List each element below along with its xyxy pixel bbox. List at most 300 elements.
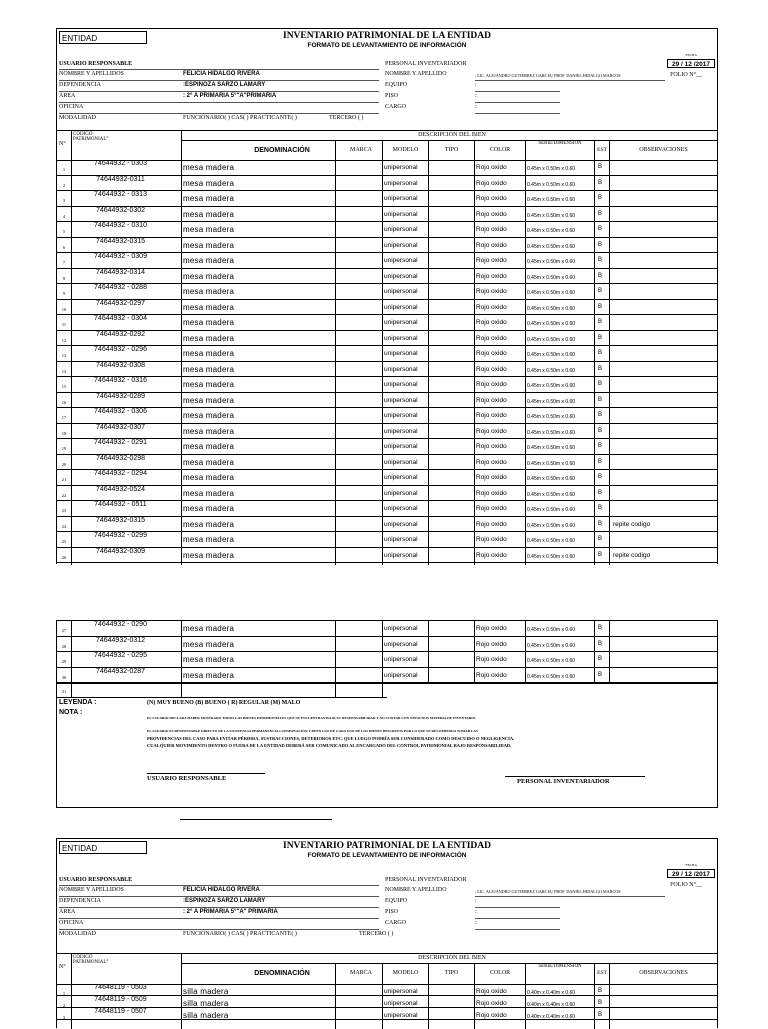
table-row — [57, 455, 717, 471]
modelo: unipersonal — [384, 365, 418, 373]
serie-dimension: 0.45m x 0.50m x 0.60 — [527, 259, 576, 265]
table-row — [57, 486, 717, 502]
col-denominacion: DENOMINACIÓN — [254, 147, 310, 154]
color: Rojo oxido — [476, 671, 507, 679]
codigo-patrimonial: 74644932-0314 — [95, 268, 146, 276]
table-row — [57, 393, 717, 409]
modelo: unipersonal — [384, 656, 418, 663]
dependencia-value: :ESPINOZA SARZO LAMARY — [183, 898, 266, 904]
area-label: ÁREA — [59, 93, 76, 99]
serie-dimension: 0.45m x 0.50m x 0.60 — [527, 538, 576, 544]
serie-dimension: 0.45m x 0.50m x 0.60 — [527, 367, 576, 374]
codigo-patrimonial: 74644932-0292 — [95, 330, 146, 338]
inventariador-value: : LIC. ALEJANDRO GUTIERREZ GARCIA/ PROF. DANIEL HIDALGO MARCOS — [475, 889, 621, 894]
serie-dimension: 0.45m x 0.50m x 0.60 — [527, 243, 576, 250]
row-number: 18 — [61, 430, 67, 436]
table-row — [57, 160, 717, 176]
denominacion: mesa madera — [183, 240, 235, 250]
color: Rojo oxido — [476, 334, 507, 342]
codigo-patrimonial: 74644932 - 0294 — [94, 470, 147, 477]
modelo: unipersonal — [384, 1000, 418, 1007]
denominacion: mesa madera — [183, 380, 235, 389]
col-observaciones: OBSERVACIONES — [639, 970, 688, 976]
table-row — [57, 253, 717, 269]
denominacion: mesa madera — [183, 395, 235, 405]
estado: B — [598, 226, 603, 232]
table-row — [57, 284, 717, 300]
personal-label: PERSONAL INVENTARIADOR — [385, 877, 467, 883]
col-descripcion: DESCRIPCIÓN DEL BIEN — [418, 132, 486, 138]
col-marca: MARCA — [349, 147, 372, 153]
serie-dimension: 0.45m x 0.50m x 0.60 — [527, 352, 576, 358]
nota-line-3: PROVIDENCIAS DEL CASO PARA EVITAR PÉRDIDA, SUSTRACCIONES, DETERIOROS ETC. QUE LUEGO PODRÍA SER CONSIDERADO COMO DESCUIDO O NEGLIGENCIA. — [147, 736, 515, 741]
serie-dimension: 0.45m x 0.50m x 0.60 — [527, 181, 576, 188]
piso-label: PISO — [385, 909, 399, 915]
color: Rojo oxido — [476, 427, 507, 435]
estado: B — [598, 319, 603, 325]
codigo-patrimonial: 74644932 - 0290 — [94, 621, 147, 628]
nombre-label: NOMBRE Y APELLIDOS — [59, 887, 124, 893]
modelo: unipersonal — [384, 303, 418, 311]
estado: B — [598, 458, 603, 465]
estado: B — [598, 365, 603, 372]
color: Rojo oxido — [476, 381, 507, 388]
area-value: : 2° A PRIMARIA 5°"A"PRIMARIA — [183, 93, 277, 99]
table-row — [57, 652, 717, 668]
serie-dimension: 0.45m x 0.50m x 0.60 — [527, 460, 576, 467]
estado: B — [598, 520, 603, 527]
codigo-patrimonial: 74644932 - 0288 — [94, 284, 147, 291]
estado: B — [598, 551, 603, 558]
inventariador-value: : LIC. ALEJANDRO GUTIERREZ GARCIA/ PROF. DANIEL HIDALGO MARCOS — [475, 73, 621, 78]
serie-dimension: 0.45m x 0.50m x 0.60 — [527, 507, 576, 513]
modelo: unipersonal — [384, 489, 418, 497]
nombre-label: NOMBRE Y APELLIDOS — [59, 71, 124, 77]
row-number: 10 — [61, 306, 67, 312]
table-row — [57, 548, 717, 564]
row-number: 26 — [61, 554, 67, 560]
row-number: 12 — [61, 337, 67, 343]
serie-dimension: 0.40m x 0.40m x 0.60 — [527, 1014, 576, 1020]
color: Rojo oxido — [476, 536, 507, 543]
color: Rojo oxido — [476, 551, 507, 559]
row-number: 17 — [61, 415, 67, 420]
estado: B — [598, 288, 603, 294]
modalidad-options: FUNCIONARIO( ) CAS( ) PRACTICANTE( ) — [183, 931, 297, 937]
modelo: unipersonal — [384, 520, 418, 528]
color: Rojo oxido — [476, 489, 507, 497]
estado: B — [598, 210, 603, 217]
denominacion: mesa madera — [183, 318, 235, 327]
tercero-option: TERCERO ( ) — [359, 931, 394, 937]
codigo-patrimonial: 74644932 - 0310 — [94, 222, 147, 229]
denominacion: mesa madera — [183, 178, 235, 188]
serie-dimension: 0.40m x 0.40m x 0.60 — [527, 990, 576, 996]
col-modelo: MODELO — [392, 970, 419, 976]
estado: B — [598, 272, 603, 279]
modelo: unipersonal — [384, 988, 418, 995]
col-tipo: TIPO — [444, 970, 459, 976]
modelo: unipersonal — [384, 226, 418, 233]
row-number: 22 — [61, 492, 67, 498]
cargo-label: CARGO — [385, 104, 407, 110]
serie-dimension: 0.45m x 0.50m x 0.60 — [527, 429, 576, 436]
serie-dimension: 0.45m x 0.50m x 0.60 — [527, 197, 576, 203]
table-row — [57, 377, 717, 393]
nota-line-2: EL USUARIO ES RESPONSABLE DIRECTO DE LA EXISTENCIA PERMANENCIA CONSERVACIÓN Y BUEN USO DE CADA UNO DE LOS BIENES DESCRITOS POR LO QUE SE RECOMIENDA TOMAR LAS — [147, 729, 478, 733]
modelo: unipersonal — [384, 640, 418, 648]
modelo: unipersonal — [384, 474, 418, 481]
color: Rojo oxido — [476, 988, 507, 995]
serie-dimension: 0.45m x 0.50m x 0.60 — [527, 166, 576, 172]
col-n: N° — [59, 141, 66, 147]
denominacion: mesa madera — [183, 349, 235, 358]
oficina-label: OFICINA — [59, 104, 84, 110]
folio-label: FOLIO N°__ — [670, 882, 702, 888]
col-serie: SERIE/DIMENSION — [538, 964, 582, 969]
modelo: unipersonal — [384, 412, 418, 419]
estado: B — [598, 257, 603, 263]
row-number: 8 — [62, 275, 66, 281]
table-row — [57, 300, 717, 316]
color: Rojo oxido — [476, 505, 507, 512]
denominacion: mesa madera — [183, 302, 235, 312]
table-body-1 — [57, 160, 717, 565]
serie-dimension: 0.45m x 0.50m x 0.60 — [527, 398, 576, 405]
inventory-sheet-2 — [56, 620, 718, 808]
row-number: 16 — [61, 399, 67, 405]
estado: B — [598, 1000, 603, 1006]
tercero-option: TERCERO ( ) — [329, 115, 364, 121]
estado: B — [598, 1012, 603, 1018]
table-row — [57, 207, 717, 223]
modelo: unipersonal — [384, 319, 418, 326]
denominacion: mesa madera — [183, 256, 235, 265]
denominacion: mesa madera — [183, 442, 235, 451]
serie-dimension: 0.45m x 0.50m x 0.60 — [527, 414, 576, 420]
estado: B — [598, 505, 603, 511]
codigo-patrimonial: 74644932-0311 — [96, 175, 145, 183]
estado: B — [598, 334, 603, 341]
color: Rojo oxido — [476, 365, 507, 373]
denominacion: mesa madera — [183, 504, 235, 513]
serie-dimension: 0.45m x 0.50m x 0.60 — [527, 627, 576, 633]
codigo-patrimonial: 74644932-0312 — [95, 636, 146, 644]
serie-dimension: 0.45m x 0.50m x 0.60 — [527, 305, 576, 312]
table-row — [57, 424, 717, 440]
table-row — [57, 501, 717, 517]
serie-dimension: 0.45m x 0.50m x 0.60 — [527, 491, 576, 498]
nota-line-4: CUALQUIER MOVIMIENTO DENTRO O FUERA DE LA ENTIDAD DEBERÁ SER COMUNICADO AL ENCARGADO DEL CONTROL PATRIMONIAL BAJO RESPONSABILIDAD. — [147, 743, 512, 748]
nombre-apellido-label: NOMBRE Y APELLIDO — [385, 71, 447, 77]
table-row — [57, 517, 717, 533]
table-row — [57, 984, 717, 996]
codigo-patrimonial: 74648119 - 0507 — [94, 1008, 147, 1015]
estado: B — [598, 350, 603, 356]
col-n: N° — [59, 964, 66, 970]
modelo: unipersonal — [384, 257, 418, 264]
modelo: unipersonal — [384, 381, 418, 388]
serie-dimension: 0.45m x 0.50m x 0.60 — [527, 274, 576, 281]
codigo-patrimonial: 74644932-0308 — [95, 361, 146, 369]
denominacion: mesa madera — [183, 364, 235, 374]
row-number: 20 — [61, 461, 67, 467]
row-number: 30 — [61, 674, 67, 680]
inventory-sheet-3: ENTIDAD INVENTARIO PATRIMONIAL DE LA ENTIDAD FORMATO DE LEVANTAMIENTO DE INFORMACIÓN FECHA 29 / 12 /2017 FOLIO N°__ USUARIO RESPONSABLE NOMBRE Y APELLIDOS FELICIA HIDALGO RIVERA DEPENDENCIA :ESPINOZA SARZO LAMARY ÁREA : 2° A PRIMARIA 5°"A" PRIMARIA OFICINA MODALIDAD FUNCIONARIO( ) CAS( ) PRACTICANTE( ) TERCERO ( ) PERSONAL INVENTARIADOR NOMBRE Y APELLIDO : LIC. ALEJANDRO GUTIERREZ GARCIA/ PROF. DANIEL HIDALGO MARCOS EQUIPO : PISO : CARGO : N° CÓDIGO PATRIMONIAL° DESCRIPCIÓN DEL BIEN DENOMINACIÓN MARCA MODELO TIPO COLOR SERIE/DIMENSION EST OBSERVACIONES 1 74648119 - 0503 silla madera unipersonal Rojo oxido 0.40m x 0.40m x 0.60 B 2 74648119 - 0509 silla madera unipersonal Rojo oxido 0.40m x 0.40m x 0.60 B 3 74648119 - 0507 silla madera unipersonal Rojo oxido 0.40m x 0.40m x 0.60 B — [56, 838, 718, 1028]
codigo-patrimonial: 74644932 - 0291 — [94, 439, 147, 446]
equipo-label: EQUIPO — [385, 82, 407, 88]
table-row — [57, 238, 717, 254]
modalidad-label: MODALIDAD — [59, 931, 96, 937]
denominacion: mesa madera — [183, 225, 235, 234]
denominacion: mesa madera — [183, 194, 235, 203]
codigo-patrimonial: 74644932 - 0295 — [94, 652, 147, 659]
estado: B — [598, 474, 603, 480]
row-number: 24 — [61, 523, 67, 529]
dependencia-label: DEPENDENCIA — [59, 898, 101, 904]
codigo-patrimonial: 74644932-0309 — [95, 547, 146, 555]
codigo-patrimonial: 74644932-0524 — [95, 485, 146, 493]
modelo: unipersonal — [384, 625, 418, 632]
modelo: unipersonal — [384, 241, 418, 249]
row-number: 5 — [62, 229, 66, 234]
estado: B — [598, 164, 603, 170]
sheet-title: INVENTARIO PATRIMONIAL DE LA ENTIDAD — [283, 31, 491, 41]
denominacion: mesa madera — [183, 519, 235, 529]
estado: B — [598, 489, 603, 496]
table-row — [57, 408, 717, 424]
modelo: unipersonal — [384, 551, 418, 559]
col-serie: SERIE/DIMENSION — [538, 141, 582, 146]
dependencia-label: DEPENDENCIA — [59, 82, 101, 88]
observaciones: repite codigo — [613, 551, 651, 559]
table-row — [57, 331, 717, 347]
col-observaciones: OBSERVACIONES — [639, 147, 688, 153]
denominacion: mesa madera — [183, 488, 235, 498]
color: Rojo oxido — [476, 520, 507, 528]
serie-dimension: 0.45m x 0.50m x 0.60 — [527, 212, 576, 219]
nota-line-1: EL USUARIO DECLARA HABER MOSTRADO TODOS LOS BIENES PATRIMONIALES QUE SE ENCUENTRAN BAJO SU RESPONSABILIDAD Y NO CONTAR CON NINGUNOS MATERIA DE INVENTARIO — [147, 716, 476, 720]
signature-personal: PERSONAL INVENTARIADOR — [517, 778, 610, 785]
row-number: 3 — [62, 198, 66, 203]
codigo-patrimonial: 74644932 - 0296 — [94, 346, 147, 353]
table-row — [57, 222, 717, 238]
codigo-patrimonial: 74644932 - 0316 — [94, 377, 147, 384]
row-number: 3 — [62, 1015, 66, 1020]
inventory-sheet-1: ENTIDAD INVENTARIO PATRIMONIAL DE LA ENTIDAD FORMATO DE LEVANTAMIENTO DE INFORMACIÓN FECHA 29 / 12 /2017 FOLIO N°__ USUARIO RESPONSABLE NOMBRE Y APELLIDOS FELICIA HIDALGO RIVERA DEPENDENCIA :ESPINOZA SARZO LAMARY ÁREA : 2° A PRIMARIA 5°"A"PRIMARIA OFICINA MODALIDAD FUNCIONARIO( ) CAS( ) PRACTICANTE( ) TERCERO ( ) PERSONAL INVENTARIADOR NOMBRE Y APELLIDO : LIC. ALEJANDRO GUTIERREZ GARCIA/ PROF. DANIEL HIDALGO MARCOS EQUIPO : PISO : CARGO : N° CÓDIGO PATRIMONIAL° DESCRIPCIÓN DEL BIEN DENOMINACIÓN MARCA MODELO TIPO COLOR SERIE/DIMENSION EST OBSERVACIONES 1 74644932 - 0303 mesa madera unipersonal Rojo oxido 0.45m x 0.50m x 0.60 B 2 74644932-0311 mesa madera unipersonal Rojo oxido 0.45m x 0.50m x 0.60 B 3 74644932 - 0313 mesa madera unipersonal Rojo oxido 0.45m x 0.50m x 0.60 B 4 74644932-0302 mesa madera unipersonal Rojo oxido 0.45m x 0.50m x 0.60 B 5 74644932 - 0310 mesa madera unipersonal Rojo oxido 0.45m x 0.50m x 0.60 B 6 74644932-0315 mesa madera unipersonal Rojo oxido 0.45m x 0.50m x 0.60 B 7 74644932 - 0309 mesa madera unipersonal Rojo oxido 0.45m x 0.50m x 0.60 B 8 74644932-0314 mesa madera unipersonal Rojo oxido 0.45m x 0.50m x 0.60 B 9 74644932 - 0288 mesa madera unipersonal Rojo oxido 0.45m x 0.50m x 0.60 B 10 74644932-0297 mesa madera unipersonal Rojo oxido 0.45m x 0.50m x 0.60 B 11 74644932 - 0304 mesa madera unipersonal Rojo oxido 0.45m x 0.50m x 0.60 B 12 74644932-0292 mesa madera unipersonal Rojo oxido 0.45m x 0.50m x 0.60 B 13 74644932 - 0296 mesa madera unipersonal Rojo oxido 0.45m x 0.50m x 0.60 B 14 74644932-0308 mesa madera unipersonal Rojo oxido 0.45m x 0.50m x 0.60 B 15 74644932 - 0316 mesa madera unipersonal Rojo oxido 0.45m x 0.50m x 0.60 B 16 74644932-0289 mesa madera unipersonal Rojo oxido 0.45m x 0.50m x 0.60 B 17 74644932 - 0306 mesa madera unipersonal Rojo oxido 0.45m x 0.50m x 0.60 B 18 74644932-0307 mesa madera unipersonal Rojo oxido 0.45m x 0.50m x 0.60 B 19 74644932 - 0291 mesa madera unipersonal Rojo oxido 0.45m x 0.50m x 0.60 B 20 74644932-0298 mesa madera unipersonal Rojo oxido 0.45m x 0.50m x 0.60 B 21 74644932 - 0294 mesa madera unipersonal Rojo oxido 0.45m x 0.50m x 0.60 B 22 74644932-0524 mesa madera unipersonal Rojo oxido 0.45m x 0.50m x 0.60 B 23 74644932 - 0511 mesa madera unipersonal Rojo oxido 0.45m x 0.50m x 0.60 B 24 74644932-0315 mesa madera unipersonal Rojo oxido 0.45m x 0.50m x 0.60 B repite codigo 25 74644932 - 0299 mesa madera unipersonal Rojo oxido 0.45m x 0.50m x 0.60 B 26 74644932-0309 mesa madera unipersonal Rojo oxido 0.45m x 0.50m x 0.60 B repite codigo — [56, 28, 718, 564]
color: Rojo oxido — [476, 288, 507, 295]
col-color: COLOR — [489, 147, 511, 153]
estado: B — [598, 536, 603, 542]
color: Rojo oxido — [476, 656, 507, 663]
table-row — [57, 191, 717, 207]
estado: B — [598, 427, 603, 434]
denominacion: silla madera — [183, 1011, 229, 1020]
fecha-value: 29 / 12 /2017 — [667, 59, 715, 68]
sheet-subtitle: FORMATO DE LEVANTAMIENTO DE INFORMACIÓN — [307, 852, 467, 859]
color: Rojo oxido — [476, 443, 507, 450]
estado: B — [598, 443, 603, 449]
table-row — [57, 439, 717, 455]
entidad-box: ENTIDAD — [59, 31, 147, 44]
denominacion: mesa madera — [183, 639, 235, 649]
leyenda-label: LEYENDA : — [59, 699, 97, 706]
denominacion: mesa madera — [183, 535, 235, 544]
piso-label: PISO — [385, 93, 399, 99]
row-number: 1 — [62, 167, 66, 172]
modelo: unipersonal — [384, 179, 418, 187]
codigo-patrimonial: 74644932-0289 — [95, 392, 146, 400]
serie-dimension: 0.45m x 0.50m x 0.60 — [527, 445, 576, 451]
color: Rojo oxido — [476, 257, 507, 264]
serie-dimension: 0.45m x 0.50m x 0.60 — [527, 290, 576, 296]
nombre-apellido-label: NOMBRE Y APELLIDO — [385, 887, 447, 893]
entidad-box: ENTIDAD — [59, 841, 147, 854]
row-number: 28 — [61, 643, 67, 649]
modelo: unipersonal — [384, 350, 418, 357]
table-body-3 — [57, 984, 717, 1029]
modelo: unipersonal — [384, 671, 418, 679]
serie-dimension: 0.45m x 0.50m x 0.60 — [527, 553, 576, 560]
denominacion: mesa madera — [183, 457, 235, 467]
modelo: unipersonal — [384, 536, 418, 543]
area-label: ÁREA — [59, 909, 76, 915]
usuario-label: USUARIO RESPONSABLE — [59, 61, 133, 67]
equipo-label: EQUIPO — [385, 898, 407, 904]
table-row — [57, 362, 717, 378]
table-row — [57, 176, 717, 192]
fecha-label: FECHA — [685, 53, 697, 57]
codigo-patrimonial: 74644932 - 0299 — [94, 532, 147, 539]
table-row — [57, 1008, 717, 1020]
row-number: 2 — [62, 182, 66, 188]
fecha-label: FECHA — [685, 863, 697, 867]
color: Rojo oxido — [476, 458, 507, 466]
serie-dimension: 0.45m x 0.50m x 0.60 — [527, 522, 576, 529]
modelo: unipersonal — [384, 334, 418, 342]
codigo-patrimonial: 74644932-0315 — [95, 237, 146, 245]
table-row — [57, 470, 717, 486]
codigo-patrimonial: 74648119 - 0503 — [94, 984, 147, 991]
usuario-label: USUARIO RESPONSABLE — [59, 877, 133, 883]
leyenda-text: (N) MUY BUENO (B) BUENO ( R) REGULAR (M) MALO — [147, 700, 301, 706]
row-number: 14 — [61, 368, 67, 374]
col-est: EST — [597, 970, 607, 976]
table-row — [57, 621, 717, 637]
col-modelo: MODELO — [392, 147, 419, 153]
color: Rojo oxido — [476, 210, 507, 218]
nombre-value: FELICIA HIDALGO RIVERA — [183, 71, 260, 77]
col-tipo: TIPO — [444, 147, 459, 153]
color: Rojo oxido — [476, 1000, 507, 1007]
codigo-patrimonial: 74644932 - 0309 — [94, 253, 147, 260]
serie-dimension: 0.45m x 0.50m x 0.60 — [527, 383, 576, 389]
denominacion: silla madera — [183, 987, 229, 996]
codigo-patrimonial: 74644932-0315 — [95, 516, 146, 524]
page-divider — [180, 819, 332, 820]
codigo-patrimonial: 74644932-0307 — [95, 423, 146, 431]
denominacion: silla madera — [183, 999, 229, 1008]
modelo: unipersonal — [384, 505, 418, 512]
denominacion: mesa madera — [183, 271, 235, 281]
color: Rojo oxido — [476, 319, 507, 326]
row-number: 2 — [62, 1003, 66, 1008]
modalidad-options: FUNCIONARIO( ) CAS( ) PRACTICANTE( ) — [183, 115, 297, 121]
col-codigo: CÓDIGO PATRIMONIAL° — [73, 132, 109, 142]
col-marca: MARCA — [349, 970, 372, 976]
table-row — [57, 532, 717, 548]
row-number: 7 — [62, 260, 66, 265]
color: Rojo oxido — [476, 1012, 507, 1019]
estado: B — [598, 625, 603, 631]
denominacion: mesa madera — [183, 209, 235, 219]
folio-label: FOLIO N°__ — [670, 72, 702, 78]
estado: B — [598, 640, 603, 647]
color: Rojo oxido — [476, 303, 507, 311]
modelo: unipersonal — [384, 164, 418, 171]
dependencia-value: :ESPINOZA SARZO LAMARY — [183, 82, 266, 88]
serie-dimension: 0.45m x 0.50m x 0.60 — [527, 321, 576, 327]
row-number: 4 — [62, 213, 66, 219]
row-number: 25 — [61, 539, 67, 544]
col-codigo: CÓDIGO PATRIMONIAL° — [73, 955, 109, 965]
denominacion: mesa madera — [183, 333, 235, 343]
serie-dimension: 0.45m x 0.50m x 0.60 — [527, 642, 576, 649]
table-row — [57, 269, 717, 285]
denominacion: mesa madera — [183, 426, 235, 436]
serie-dimension: 0.45m x 0.50m x 0.60 — [527, 228, 576, 234]
codigo-patrimonial: 74644932-0297 — [95, 299, 146, 307]
color: Rojo oxido — [476, 640, 507, 648]
row-number: 1 — [62, 991, 66, 996]
estado: B — [598, 179, 603, 186]
color: Rojo oxido — [476, 164, 507, 171]
color: Rojo oxido — [476, 272, 507, 280]
color: Rojo oxido — [476, 179, 507, 187]
modelo: unipersonal — [384, 195, 418, 202]
estado: B — [598, 381, 603, 387]
denominacion: mesa madera — [183, 624, 235, 633]
denominacion: mesa madera — [183, 670, 235, 680]
row-number: 21 — [61, 477, 67, 482]
row-number: 11 — [61, 322, 67, 327]
area-value: : 2° A PRIMARIA 5°"A" PRIMARIA — [183, 909, 278, 915]
col-est: EST — [597, 147, 607, 153]
serie-dimension: 0.45m x 0.50m x 0.60 — [527, 658, 576, 664]
fecha-value: 29 / 12 /2017 — [667, 869, 715, 878]
modelo: unipersonal — [384, 443, 418, 450]
col-denominacion: DENOMINACIÓN — [254, 970, 310, 977]
denominacion: mesa madera — [183, 655, 235, 664]
estado: B — [598, 195, 603, 201]
denominacion: mesa madera — [183, 287, 235, 296]
observaciones: repite codigo — [613, 520, 651, 528]
row-number: 29 — [61, 659, 67, 664]
col-color: COLOR — [489, 970, 511, 976]
estado: B — [598, 656, 603, 662]
denominacion: mesa madera — [183, 163, 235, 172]
col-descripcion: DESCRIPCIÓN DEL BIEN — [418, 955, 486, 961]
table-row — [57, 346, 717, 362]
row-number: 27 — [61, 628, 67, 633]
modelo: unipersonal — [384, 396, 418, 404]
modalidad-label: MODALIDAD — [59, 115, 96, 121]
serie-dimension: 0.45m x 0.50m x 0.60 — [527, 476, 576, 482]
table-row — [57, 637, 717, 653]
denominacion: mesa madera — [183, 473, 235, 482]
color: Rojo oxido — [476, 474, 507, 481]
row-number: 13 — [61, 353, 67, 358]
